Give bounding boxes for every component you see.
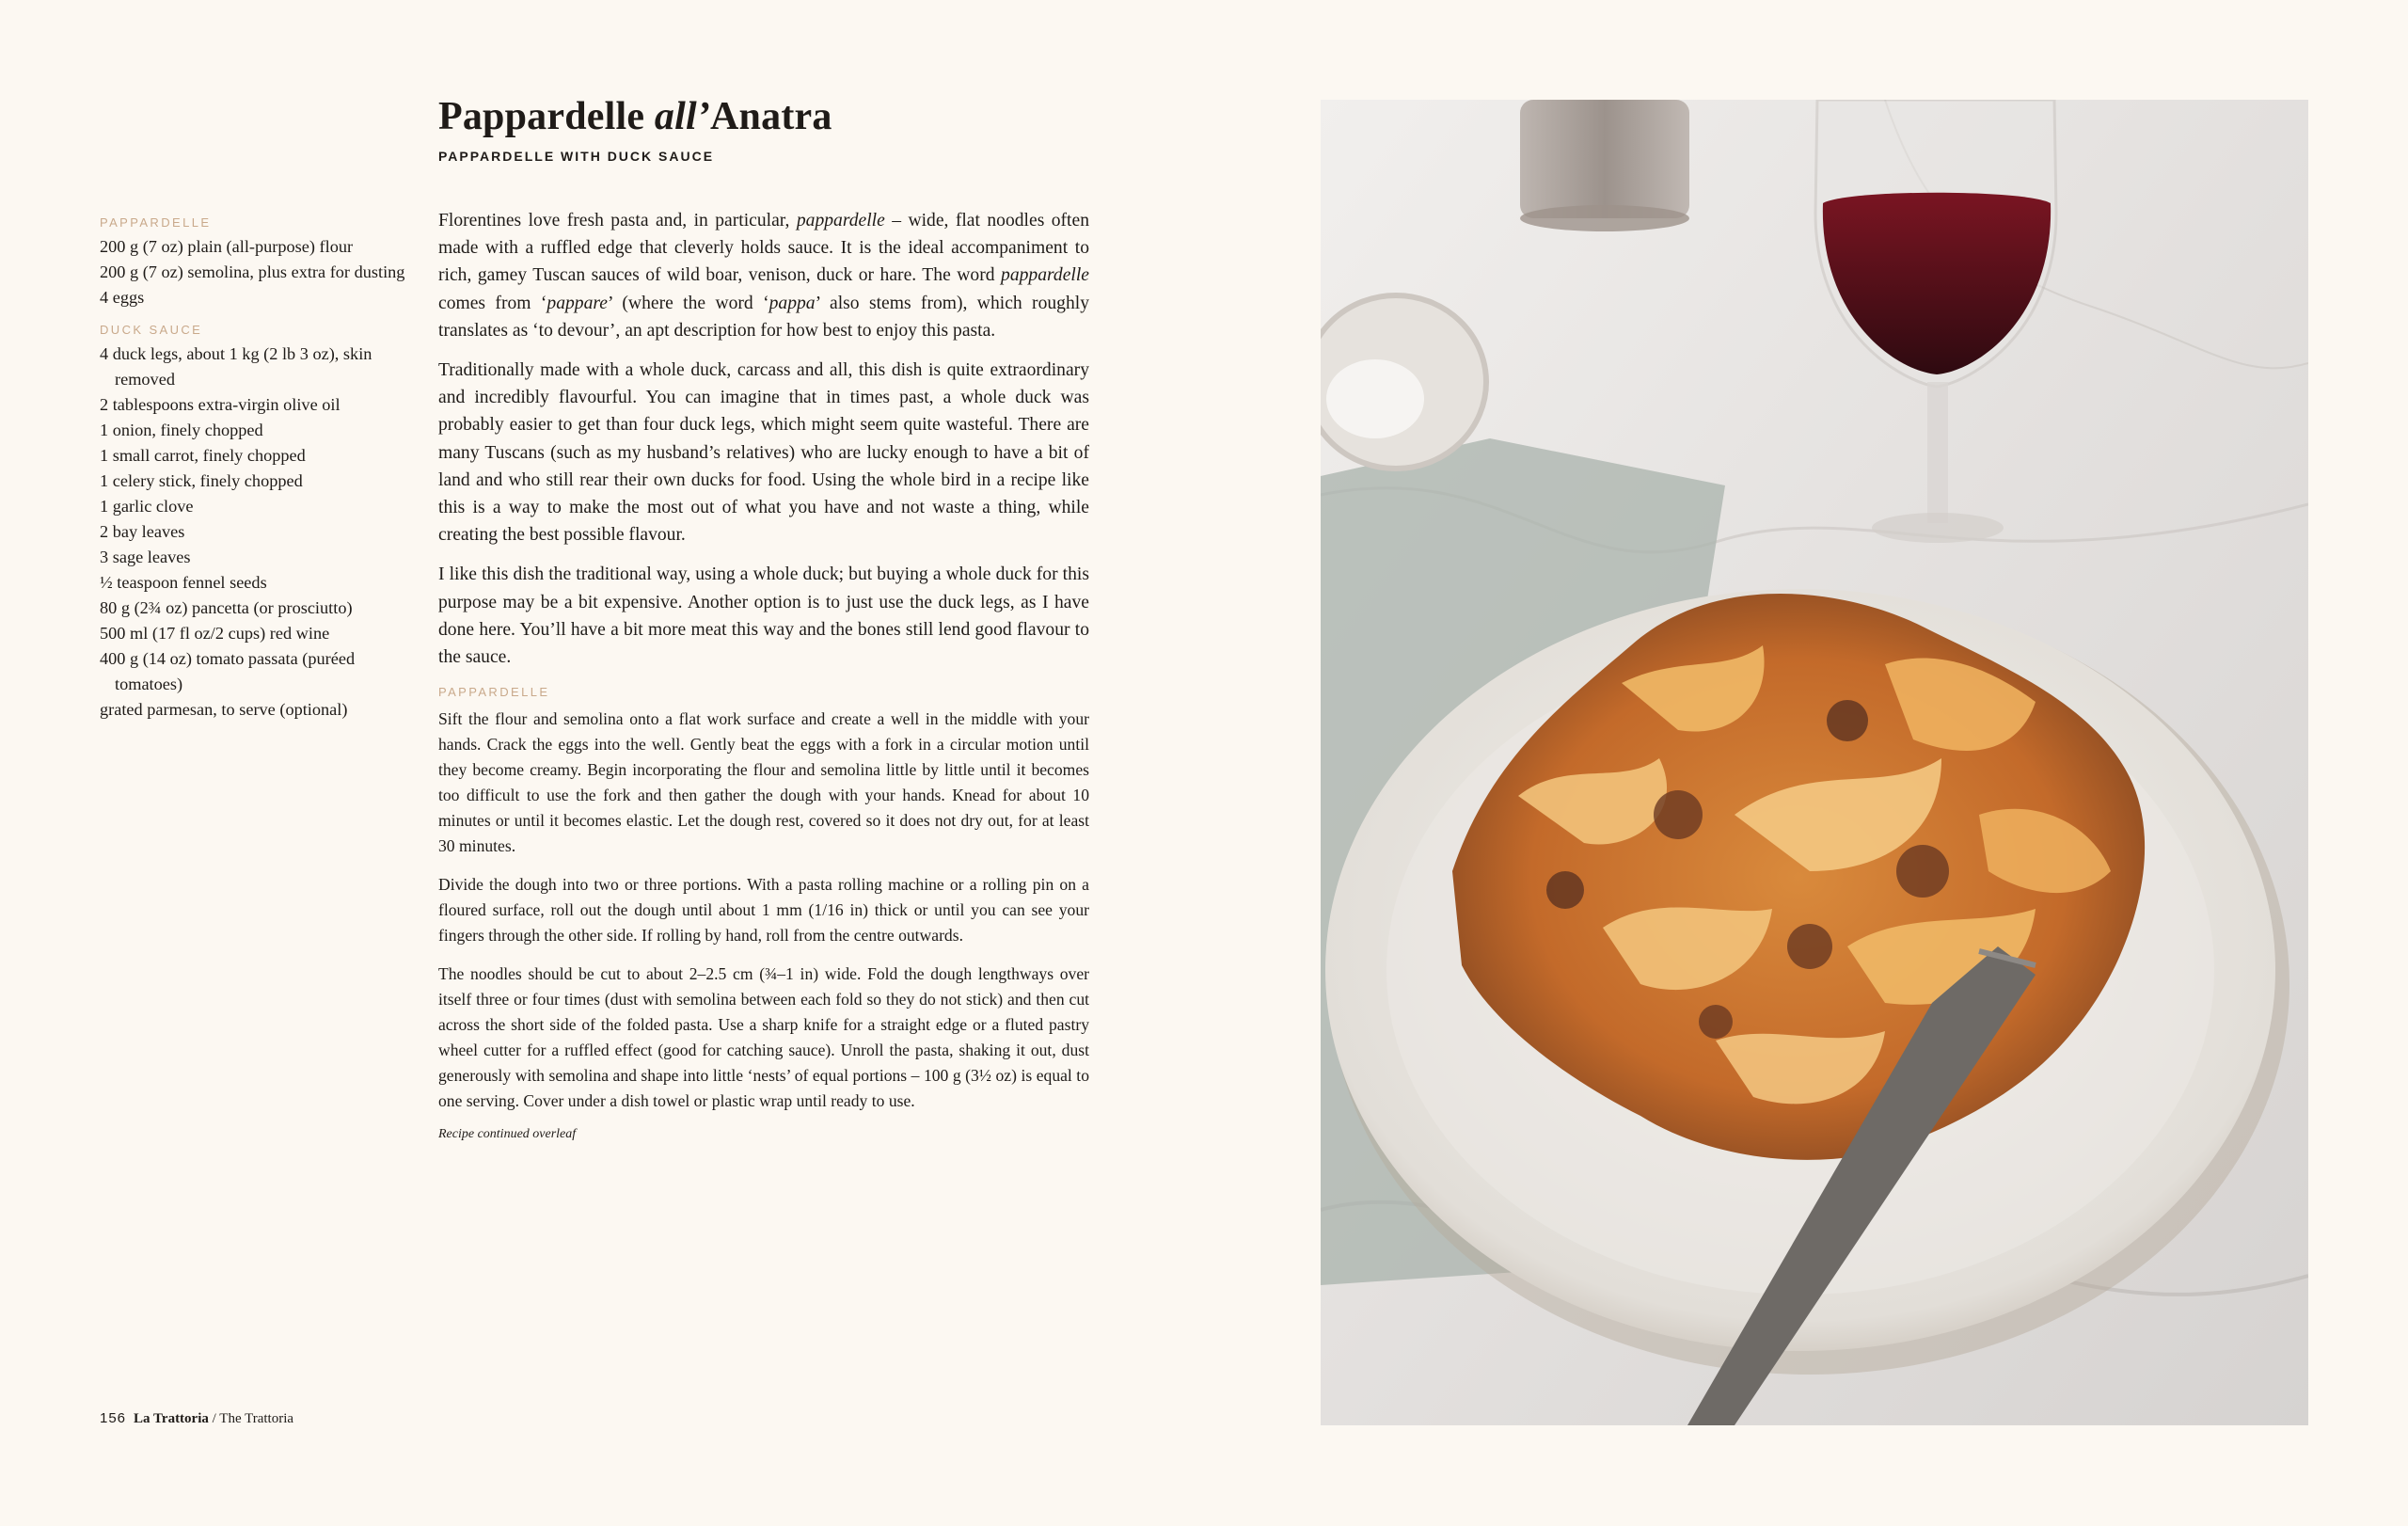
ingredient-item: 400 g (14 oz) tomato passata (puréed tomatoes) (100, 649, 356, 693)
section-translation: The Trattoria (219, 1411, 294, 1426)
page-footer (100, 1410, 293, 1427)
pasta-ingredients-list (100, 234, 410, 310)
ingredient-item: 200 g (7 oz) semolina, plus extra for dusting (100, 262, 405, 281)
method-step-3: The noodles should be cut to about 2–2.5 cm (¾–1 in) wide. Fold the dough lengthways over itself three or four times (dust with semolina between each fold so they do not stick) and then cut across the short side of the folded pasta. Use a sharp knife for a straight edge or a fluted pastry wheel cutter for a ruffled effect (good for catching sauce). Unroll the pasta, shaking it out, dust generously with semolina and shape into little ‘nests’ of equal portions – 100 g (3½ oz) is equal to one serving. Cover under a dish towel or plastic wrap until ready to use. (438, 964, 1089, 1111)
recipe-body (438, 207, 1089, 1142)
method-step-2: Divide the dough into two or three portions. With a pasta rolling machine or a rolling pin on a floured surface, roll out the dough until about 1 mm (1/16 in) thick or until you can see your fingers through the other side. If rolling by hand, roll from the centre outwards. (438, 875, 1089, 946)
intro-italic: pappardelle (796, 211, 885, 230)
ingredient-item: 1 celery stick, finely chopped (100, 471, 303, 490)
ingredient-item: 200 g (7 oz) plain (all-purpose) flour (100, 237, 354, 256)
section-name: La Trattoria (134, 1411, 209, 1426)
intro-paragraph-3: I like this dish the traditional way, using a whole duck; but buying a whole duck for this purpose may be a bit expensive. Another option is to just use the duck legs, as I have done here. You’ll have a bit more meat this way and the bones still lend good flavour to the sauce. (438, 564, 1089, 668)
recipe-introduction (438, 207, 1089, 671)
intro-text: comes from ‘ (438, 293, 547, 313)
intro-text: ’ also stems from), which roughly translates as ‘to devour’, an apt description for how best to enjoy this pasta. (438, 293, 1089, 341)
intro-italic: pappardelle (1001, 265, 1089, 286)
ingredient-item: 500 ml (17 fl oz/2 cups) red wine (100, 624, 330, 643)
ingredient-item: 2 bay leaves (100, 522, 185, 541)
ingredients-column (100, 215, 410, 723)
ingredient-item: 2 tablespoons extra-virgin olive oil (100, 395, 341, 414)
title-end: Anatra (710, 95, 832, 138)
footer-separator: / (208, 1411, 220, 1426)
recipe-method (438, 684, 1089, 1142)
sauce-ingredients-heading: DUCK SAUCE (100, 323, 203, 337)
intro-paragraph-1 (438, 207, 1089, 344)
pasta-ingredients-heading: PAPPARDELLE (100, 215, 212, 230)
ingredient-item: 4 eggs (100, 288, 145, 307)
title-main: Pappardelle (438, 95, 655, 138)
water-glass (1520, 100, 1689, 218)
continued-note: Recipe continued overleaf (438, 1127, 577, 1142)
ingredient-item: 1 small carrot, finely chopped (100, 446, 306, 465)
ingredient-item: grated parmesan, to serve (optional) (100, 700, 348, 719)
intro-text: ’ (where the word ‘ (607, 293, 769, 313)
ingredient-item: ½ teaspoon fennel seeds (100, 573, 267, 592)
ingredient-item: 4 duck legs, about 1 kg (2 lb 3 oz), skin removed (100, 344, 372, 389)
ingredient-item: 1 onion, finely chopped (100, 421, 263, 439)
ingredient-item: 1 garlic clove (100, 497, 194, 516)
ingredient-item: 3 sage leaves (100, 548, 191, 566)
recipe-subtitle: PAPPARDELLE WITH DUCK SAUCE (438, 149, 715, 164)
title-italic: all’ (654, 95, 711, 138)
intro-text: Florentines love fresh pasta and, in particular, (438, 211, 797, 230)
method-step-1: Sift the flour and semolina onto a flat work surface and create a well in the middle with your hands. Crack the eggs into the well. Gently beat the eggs with a fork in a circular motion until they become creamy. Begin incorporating the flour and semolina little by little until it becomes too difficult to use the fork and then gather the dough with your hands. Knead for about 10 minutes or until it becomes elastic. Let the dough rest, covered so it does not dry out, for at least 30 minutes. (438, 709, 1089, 856)
intro-paragraph-2: Traditionally made with a whole duck, carcass and all, this dish is quite extraordinary and incredibly flavourful. You can imagine that in times past, a whole duck was probably easier to get than four duck legs, which might seem quite wasteful. There are many Tuscans (such as my husband’s relatives) who are lucky enough to have a bit of land and who still rear their own ducks for food. Using the whole bird in a recipe like this is a way to make the most out of what you have and not waste a thing, while creating the best possible flavour. (438, 360, 1089, 546)
ingredient-item: 80 g (2¾ oz) pancetta (or prosciutto) (100, 598, 353, 617)
sauce-ingredients-list (100, 342, 410, 723)
intro-text: – wide, flat noodles often made with a ruffled edge that cleverly holds sauce. It is the ideal accompaniment to rich, gamey Tuscan sauces of wild boar, venison, duck or hare. The word (438, 211, 1089, 286)
dish-photo (1321, 100, 2308, 1425)
dish-photo-illustration (1321, 100, 2308, 1425)
intro-italic: pappare (547, 293, 608, 313)
page-number: 156 (100, 1410, 127, 1426)
recipe-title (438, 94, 832, 139)
intro-italic: pappa (768, 293, 816, 313)
method-heading: PAPPARDELLE (438, 685, 550, 700)
